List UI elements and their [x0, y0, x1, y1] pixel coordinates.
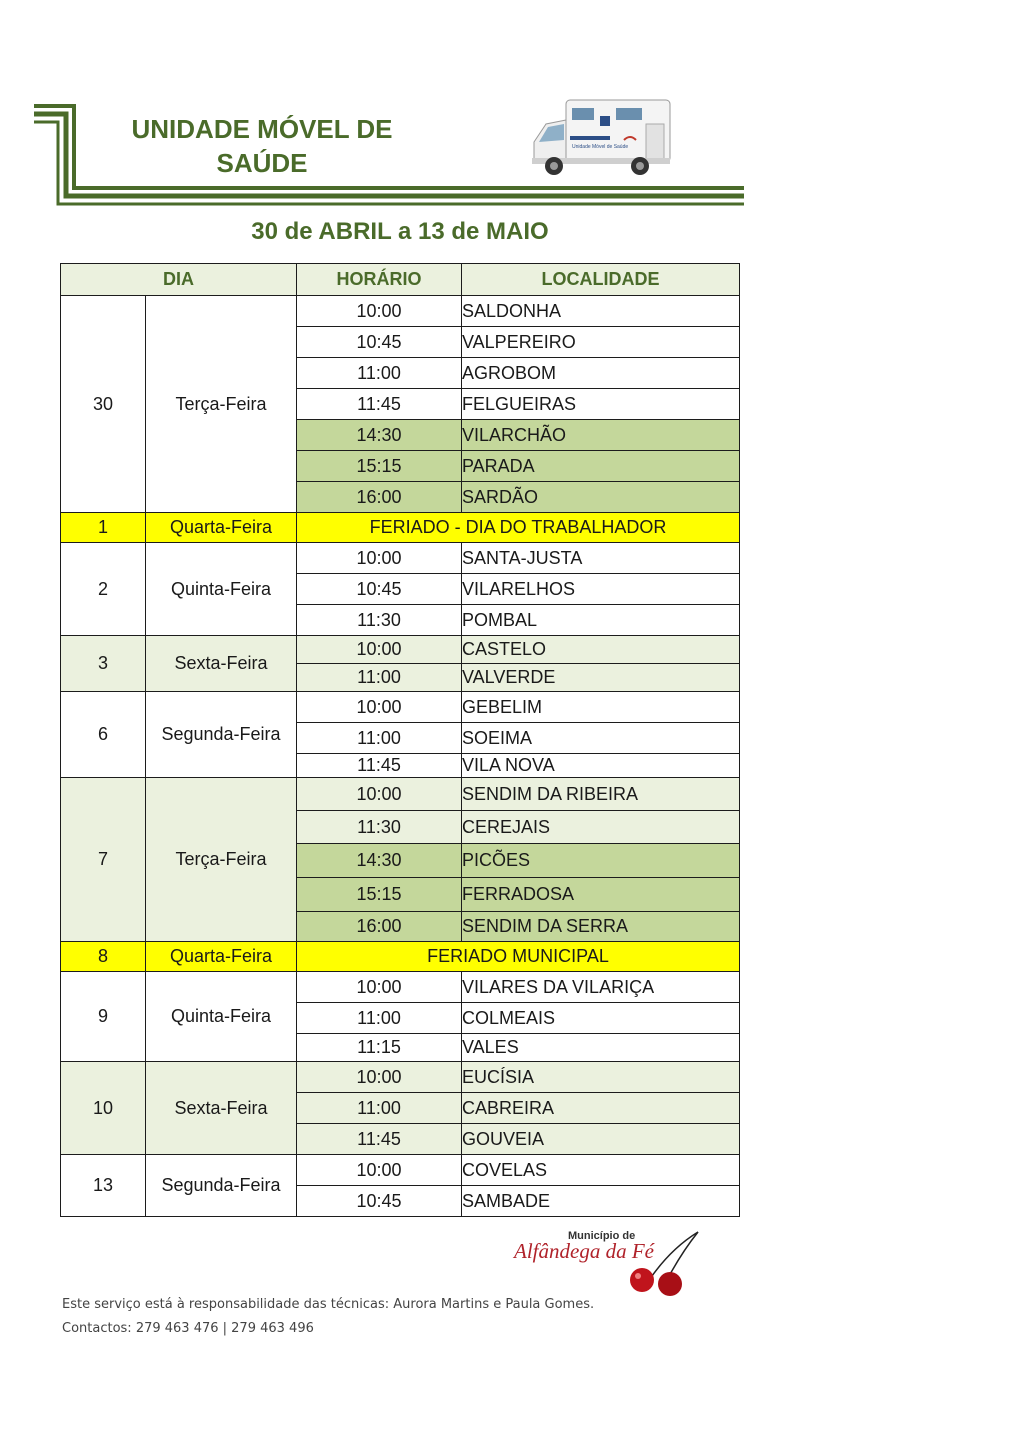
- weekday: Sexta-Feira: [146, 636, 297, 692]
- logo-text-municipio: Município de: [568, 1230, 636, 1242]
- stop-time: 10:45: [297, 574, 462, 605]
- weekday: Quarta-Feira: [146, 513, 297, 543]
- day-number: 3: [61, 636, 146, 692]
- weekday: Terça-Feira: [146, 778, 297, 942]
- table-row: [61, 636, 740, 664]
- stop-location: SARDÃO: [462, 482, 740, 513]
- van-side-label: Unidade Móvel de Saúde: [572, 144, 629, 150]
- stop-location: VILARCHÃO: [462, 420, 740, 451]
- stop-location: COLMEAIS: [462, 1003, 740, 1034]
- stop-time: 11:30: [297, 605, 462, 636]
- day-number: 13: [61, 1155, 146, 1217]
- day-number: 30: [61, 296, 146, 513]
- stop-location: VILARELHOS: [462, 574, 740, 605]
- stop-time: 10:45: [297, 1186, 462, 1217]
- stop-time: 11:00: [297, 358, 462, 389]
- stop-time: 10:00: [297, 972, 462, 1003]
- stop-time: 10:45: [297, 327, 462, 358]
- day-number: 9: [61, 972, 146, 1062]
- stop-time: 10:00: [297, 1155, 462, 1186]
- stop-location: SENDIM DA SERRA: [462, 912, 740, 942]
- stop-time: 10:00: [297, 692, 462, 723]
- stop-location: SAMBADE: [462, 1186, 740, 1217]
- stop-time: 11:45: [297, 1124, 462, 1155]
- stop-location: VALVERDE: [462, 664, 740, 692]
- stop-location: GOUVEIA: [462, 1124, 740, 1155]
- stop-time: 11:30: [297, 811, 462, 844]
- stop-location: COVELAS: [462, 1155, 740, 1186]
- stop-time: 10:00: [297, 543, 462, 574]
- page-title: [100, 112, 424, 180]
- table-row: [61, 692, 740, 723]
- weekday: Quinta-Feira: [146, 972, 297, 1062]
- table-row: [61, 1155, 740, 1186]
- stop-location: SALDONHA: [462, 296, 740, 327]
- stop-time: 11:45: [297, 754, 462, 778]
- stop-time: 11:00: [297, 664, 462, 692]
- stop-time: 15:15: [297, 878, 462, 912]
- weekday: Terça-Feira: [146, 296, 297, 513]
- stop-location: VILA NOVA: [462, 754, 740, 778]
- stop-location: EUCÍSIA: [462, 1062, 740, 1093]
- logo-text-alfandega: Alfândega da Fé: [514, 1239, 654, 1263]
- date-range-subtitle: 30 de ABRIL a 13 de MAIO: [251, 218, 549, 245]
- table-row: [61, 1062, 740, 1093]
- table-header-row: [61, 264, 740, 296]
- stop-location: POMBAL: [462, 605, 740, 636]
- header-localidade: LOCALIDADE: [462, 264, 740, 296]
- day-number: 10: [61, 1062, 146, 1155]
- stop-location: CEREJAIS: [462, 811, 740, 844]
- holiday-row: [61, 942, 740, 972]
- day-number: 1: [61, 513, 146, 543]
- footer-responsibility: Este serviço está à responsabilidade das técnicas: Aurora Martins e Paula Gomes.: [62, 1297, 595, 1312]
- day-number: 7: [61, 778, 146, 942]
- stop-time: 10:00: [297, 1062, 462, 1093]
- weekday: Quarta-Feira: [146, 942, 297, 972]
- stop-location: VALPEREIRO: [462, 327, 740, 358]
- holiday-label: FERIADO MUNICIPAL: [297, 942, 740, 972]
- title-line-1: UNIDADE MÓVEL DE: [131, 114, 393, 144]
- stop-location: FELGUEIRAS: [462, 389, 740, 420]
- day-number: 2: [61, 543, 146, 636]
- stop-location: VALES: [462, 1034, 740, 1062]
- title-line-2: SAÚDE: [216, 148, 308, 178]
- stop-time: 11:45: [297, 389, 462, 420]
- stop-location: SANTA-JUSTA: [462, 543, 740, 574]
- footer-contacts: Contactos: 279 463 476 | 279 463 496: [62, 1321, 314, 1336]
- stop-location: CABREIRA: [462, 1093, 740, 1124]
- schedule-table: [60, 263, 740, 1217]
- stop-location: FERRADOSA: [462, 878, 740, 912]
- stop-location: SOEIMA: [462, 723, 740, 754]
- stop-time: 11:00: [297, 723, 462, 754]
- stop-location: VILARES DA VILARIÇA: [462, 972, 740, 1003]
- table-row: [61, 543, 740, 574]
- stop-time: 14:30: [297, 844, 462, 878]
- weekday: Quinta-Feira: [146, 543, 297, 636]
- stop-time: 15:15: [297, 451, 462, 482]
- day-number: 6: [61, 692, 146, 778]
- header-dia: DIA: [61, 264, 297, 296]
- stop-time: 16:00: [297, 482, 462, 513]
- table-row: [61, 778, 740, 811]
- stop-time: 11:15: [297, 1034, 462, 1062]
- header-horario: HORÁRIO: [297, 264, 462, 296]
- weekday: Segunda-Feira: [146, 692, 297, 778]
- stop-location: SENDIM DA RIBEIRA: [462, 778, 740, 811]
- stop-time: 10:00: [297, 636, 462, 664]
- stop-time: 10:00: [297, 296, 462, 327]
- table-row: [61, 972, 740, 1003]
- stop-time: 14:30: [297, 420, 462, 451]
- weekday: Segunda-Feira: [146, 1155, 297, 1217]
- stop-time: 10:00: [297, 778, 462, 811]
- stop-location: CASTELO: [462, 636, 740, 664]
- stop-time: 11:00: [297, 1003, 462, 1034]
- stop-location: GEBELIM: [462, 692, 740, 723]
- holiday-label: FERIADO - DIA DO TRABALHADOR: [297, 513, 740, 543]
- table-row: [61, 296, 740, 327]
- mobile-unit-van-image: [530, 96, 676, 180]
- stop-location: AGROBOM: [462, 358, 740, 389]
- stop-time: 16:00: [297, 912, 462, 942]
- stop-location: PARADA: [462, 451, 740, 482]
- stop-time: 11:00: [297, 1093, 462, 1124]
- day-number: 8: [61, 942, 146, 972]
- schedule-body: [61, 296, 740, 1217]
- weekday: Sexta-Feira: [146, 1062, 297, 1155]
- holiday-row: [61, 513, 740, 543]
- municipality-logo: [512, 1228, 702, 1298]
- stop-location: PICÕES: [462, 844, 740, 878]
